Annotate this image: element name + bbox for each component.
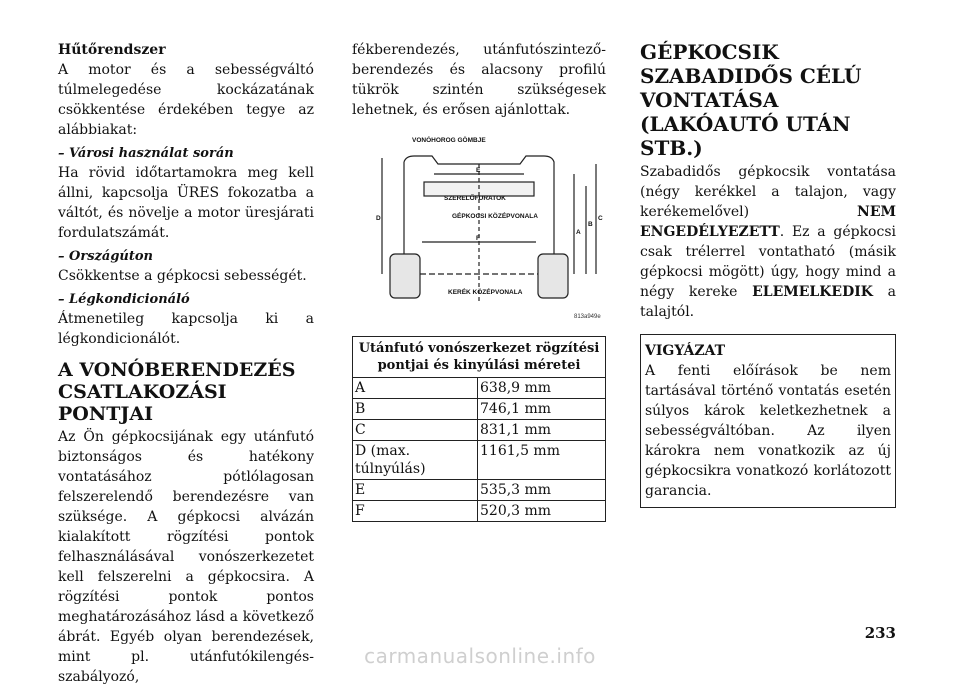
table-row — [353, 441, 606, 480]
highway-title: – Országúton — [58, 249, 153, 264]
row-label: B — [353, 399, 478, 420]
row-value: 831,1 mm — [478, 420, 606, 441]
letter-b: B — [588, 221, 593, 228]
ac-title: – Légkondicionáló — [58, 292, 190, 307]
city-use-text: Ha rövid időtartamokra meg kell állni, kapcsolja ÜRES fokozatba a váltót, és növelje a motor üresjárati fordulatszámát. — [58, 165, 314, 241]
vehicle-center-label: GÉPKOCSI KÖZÉPVONALA — [452, 213, 538, 220]
hitch-dimensions-table — [352, 336, 606, 522]
caution-text: A fenti előírások be nem tartásával történő vontatás esetén súlyos károk keletkezhetnek a sebességváltóban. Az ilyen károkra nem vonatkozik az új gépkocsikra vonatkozó korlátozott garancia. — [645, 363, 891, 499]
hitch-mount-diagram — [352, 134, 606, 324]
letter-f: F — [476, 235, 480, 242]
table-row — [353, 420, 606, 441]
table-header: Utánfutó vonószerkezet rögzítési pontjai és kinyúlási méretei — [353, 337, 606, 378]
table-row — [353, 378, 606, 399]
ac-text: Átmenetileg kapcsolja ki a légkondicionálót. — [58, 311, 314, 347]
left-wheel — [390, 254, 420, 298]
row-label: E — [353, 480, 478, 501]
rv-towing-text: Szabadidős gépkocsik vontatása (négy kerékkel a talajon, vagy kerékemelővel) NEM ENGEDÉLYEZETT. Ez a gépkocsi csak trélerrel vontatható (másik gépkocsi mögött) úgy, hogy mind a négy kereke ELEMELKEDIK a talajtól. — [640, 164, 896, 320]
row-value: 1161,5 mm — [478, 441, 606, 480]
middle-column — [352, 40, 606, 522]
letter-a: A — [576, 229, 581, 236]
letter-e: E — [476, 167, 481, 174]
hitch-section-heading: A VONÓBERENDEZÉS CSATLAKOZÁSI PONTJAI — [58, 359, 296, 425]
row-value: 638,9 mm — [478, 378, 606, 399]
wheel-center-label: KERÉK KÖZÉPVONALA — [448, 289, 523, 296]
table-row — [353, 501, 606, 522]
right-wheel — [538, 254, 568, 298]
city-use-title: – Városi használat során — [58, 146, 234, 161]
row-value: 520,3 mm — [478, 501, 606, 522]
figure-code: 813a949e — [574, 314, 601, 320]
caution-title: VIGYÁZAT — [645, 343, 726, 359]
row-label: F — [353, 501, 478, 522]
row-label: A — [353, 378, 478, 399]
row-value: 535,3 mm — [478, 480, 606, 501]
letter-c: C — [598, 215, 603, 222]
caution-box — [640, 334, 896, 508]
row-value: 746,1 mm — [478, 399, 606, 420]
table-row — [353, 399, 606, 420]
hitch-continued-text: fékberendezés, utánfutószintező-berendezés és alacsony profilú tükrök szintén szükségesek lehetnek, és erősen ajánlottak. — [352, 42, 606, 118]
watermark: carmanualsonline.info — [364, 644, 596, 668]
row-label: D (max. túlnyúlás) — [353, 441, 478, 480]
table-row — [353, 480, 606, 501]
mount-label: SZERELŐFURATOK — [444, 195, 506, 202]
cooling-heading: Hűtőrendszer — [58, 42, 166, 58]
row-label: C — [353, 420, 478, 441]
letter-d: D — [376, 215, 381, 222]
page-number: 233 — [864, 624, 896, 642]
highway-text: Csökkentse a gépkocsi sebességét. — [58, 268, 307, 284]
right-column — [640, 40, 896, 508]
hitch-section-text: Az Ön gépkocsijának egy utánfutó biztonságos és hatékony vontatásához pótlólagosan felszerelendő berendezésre van szüksége. A gépkocsi alvázán kialakított rögzítési pontok felhasználásával vonószerkezetet kell felszerelni a gépkocsira. A rögzítési pontok pontos meghatározásához lásd a következő ábrát. Egyéb olyan berendezések, mint pl. utánfutókilengés-szabályozó, — [58, 429, 314, 685]
left-column — [58, 40, 314, 687]
rv-towing-heading: GÉPKOCSIK SZABADIDŐS CÉLÚ VONTATÁSA (LAKÓAUTÓ UTÁN STB.) — [640, 40, 862, 160]
ball-label: VONÓHOROG GÖMBJE — [412, 137, 486, 144]
cooling-intro: A motor és a sebességváltó túlmelegedése kockázatának csökkentése érdekében tegye az alábbiakat: — [58, 62, 314, 138]
